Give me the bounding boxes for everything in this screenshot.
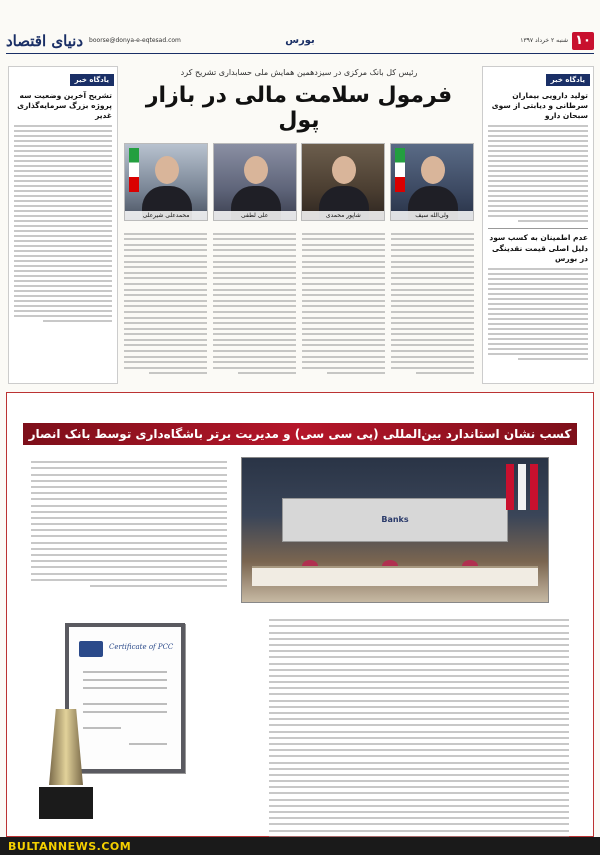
- right-column-title-2: عدم اطمینان به کسب سود دلیل اصلی قیمت نقدینگی در بورس: [488, 228, 588, 263]
- bank-ansar-advertorial: [6, 392, 594, 837]
- photo-caption: ولی‌الله سیف: [391, 211, 473, 220]
- article-text-column: [302, 229, 385, 378]
- masthead: [6, 28, 594, 54]
- section-email: boorse@donya-e-eqtesad.com: [89, 37, 181, 44]
- flag-icon: [530, 464, 538, 510]
- speaker-photo: [213, 143, 297, 221]
- stage-backdrop: [282, 498, 508, 542]
- article-text-block: [14, 125, 112, 322]
- ceremony-photo: [241, 457, 549, 603]
- issue-date: شنبه ۲ خرداد ۱۳۹۷: [520, 37, 568, 44]
- article-text-block: [488, 125, 588, 222]
- speaker-photo: [124, 143, 208, 221]
- advertorial-text-bottom: [269, 615, 569, 855]
- flag-icon: [518, 464, 526, 510]
- award-display: [35, 623, 185, 819]
- speaker-photo: [390, 143, 474, 221]
- article-text-column: [213, 229, 296, 378]
- section-title: بورس: [285, 35, 315, 46]
- article-text-column: [391, 229, 474, 378]
- photo-caption: محمدعلی شیرعلی: [125, 211, 207, 220]
- trophy-icon: [35, 709, 97, 819]
- article-text-column: [124, 229, 207, 378]
- article-headline: فرمول سلامت مالی در بازار پول: [145, 83, 453, 133]
- page-number: ۱۰: [572, 32, 594, 50]
- article-body: [124, 229, 474, 378]
- advertorial-banner: کسب نشان استاندارد بین‌المللی (پی سی سی) و مدیریت برتر باشگاه‌داری توسط بانک انصار: [23, 423, 577, 445]
- article-kicker: رئیس کل بانک مرکزی در سیزدهمین همایش ملی حسابداری تشریح کرد: [180, 68, 418, 77]
- certificate-title: Certificate of PCC: [109, 643, 174, 651]
- speaker-photos: [124, 143, 474, 221]
- flag-icon: [506, 464, 514, 510]
- photo-caption: علی لطفی: [214, 211, 296, 220]
- news-tag: یادگاه خبر: [546, 74, 590, 86]
- right-column-title: تولید دارویی بیماران سرطانی و دیابتی از سوی سبحان دارو: [491, 91, 588, 121]
- left-column-title: تشریح آخرین وضعیت سه پروژه بزرگ سرمایه‌گذاری غدیر: [17, 91, 112, 121]
- article-text-block: [488, 268, 588, 360]
- masthead-left: [6, 32, 181, 50]
- masthead-right: [520, 32, 594, 50]
- newspaper-logo: دنیای اقتصاد: [6, 31, 84, 50]
- conference-table: [252, 566, 538, 586]
- advertorial-text-top: [31, 457, 227, 591]
- main-article: [124, 66, 474, 384]
- ics-logo-icon: [79, 641, 103, 657]
- left-news-column: [8, 66, 118, 384]
- photo-caption: شاپور محمدی: [302, 211, 384, 220]
- speaker-photo: [301, 143, 385, 221]
- source-watermark: BULTANNEWS.COM: [0, 837, 600, 855]
- stage-text: Banks: [381, 515, 409, 524]
- right-news-column: [482, 66, 594, 384]
- news-tag: یادگاه خبر: [70, 74, 114, 86]
